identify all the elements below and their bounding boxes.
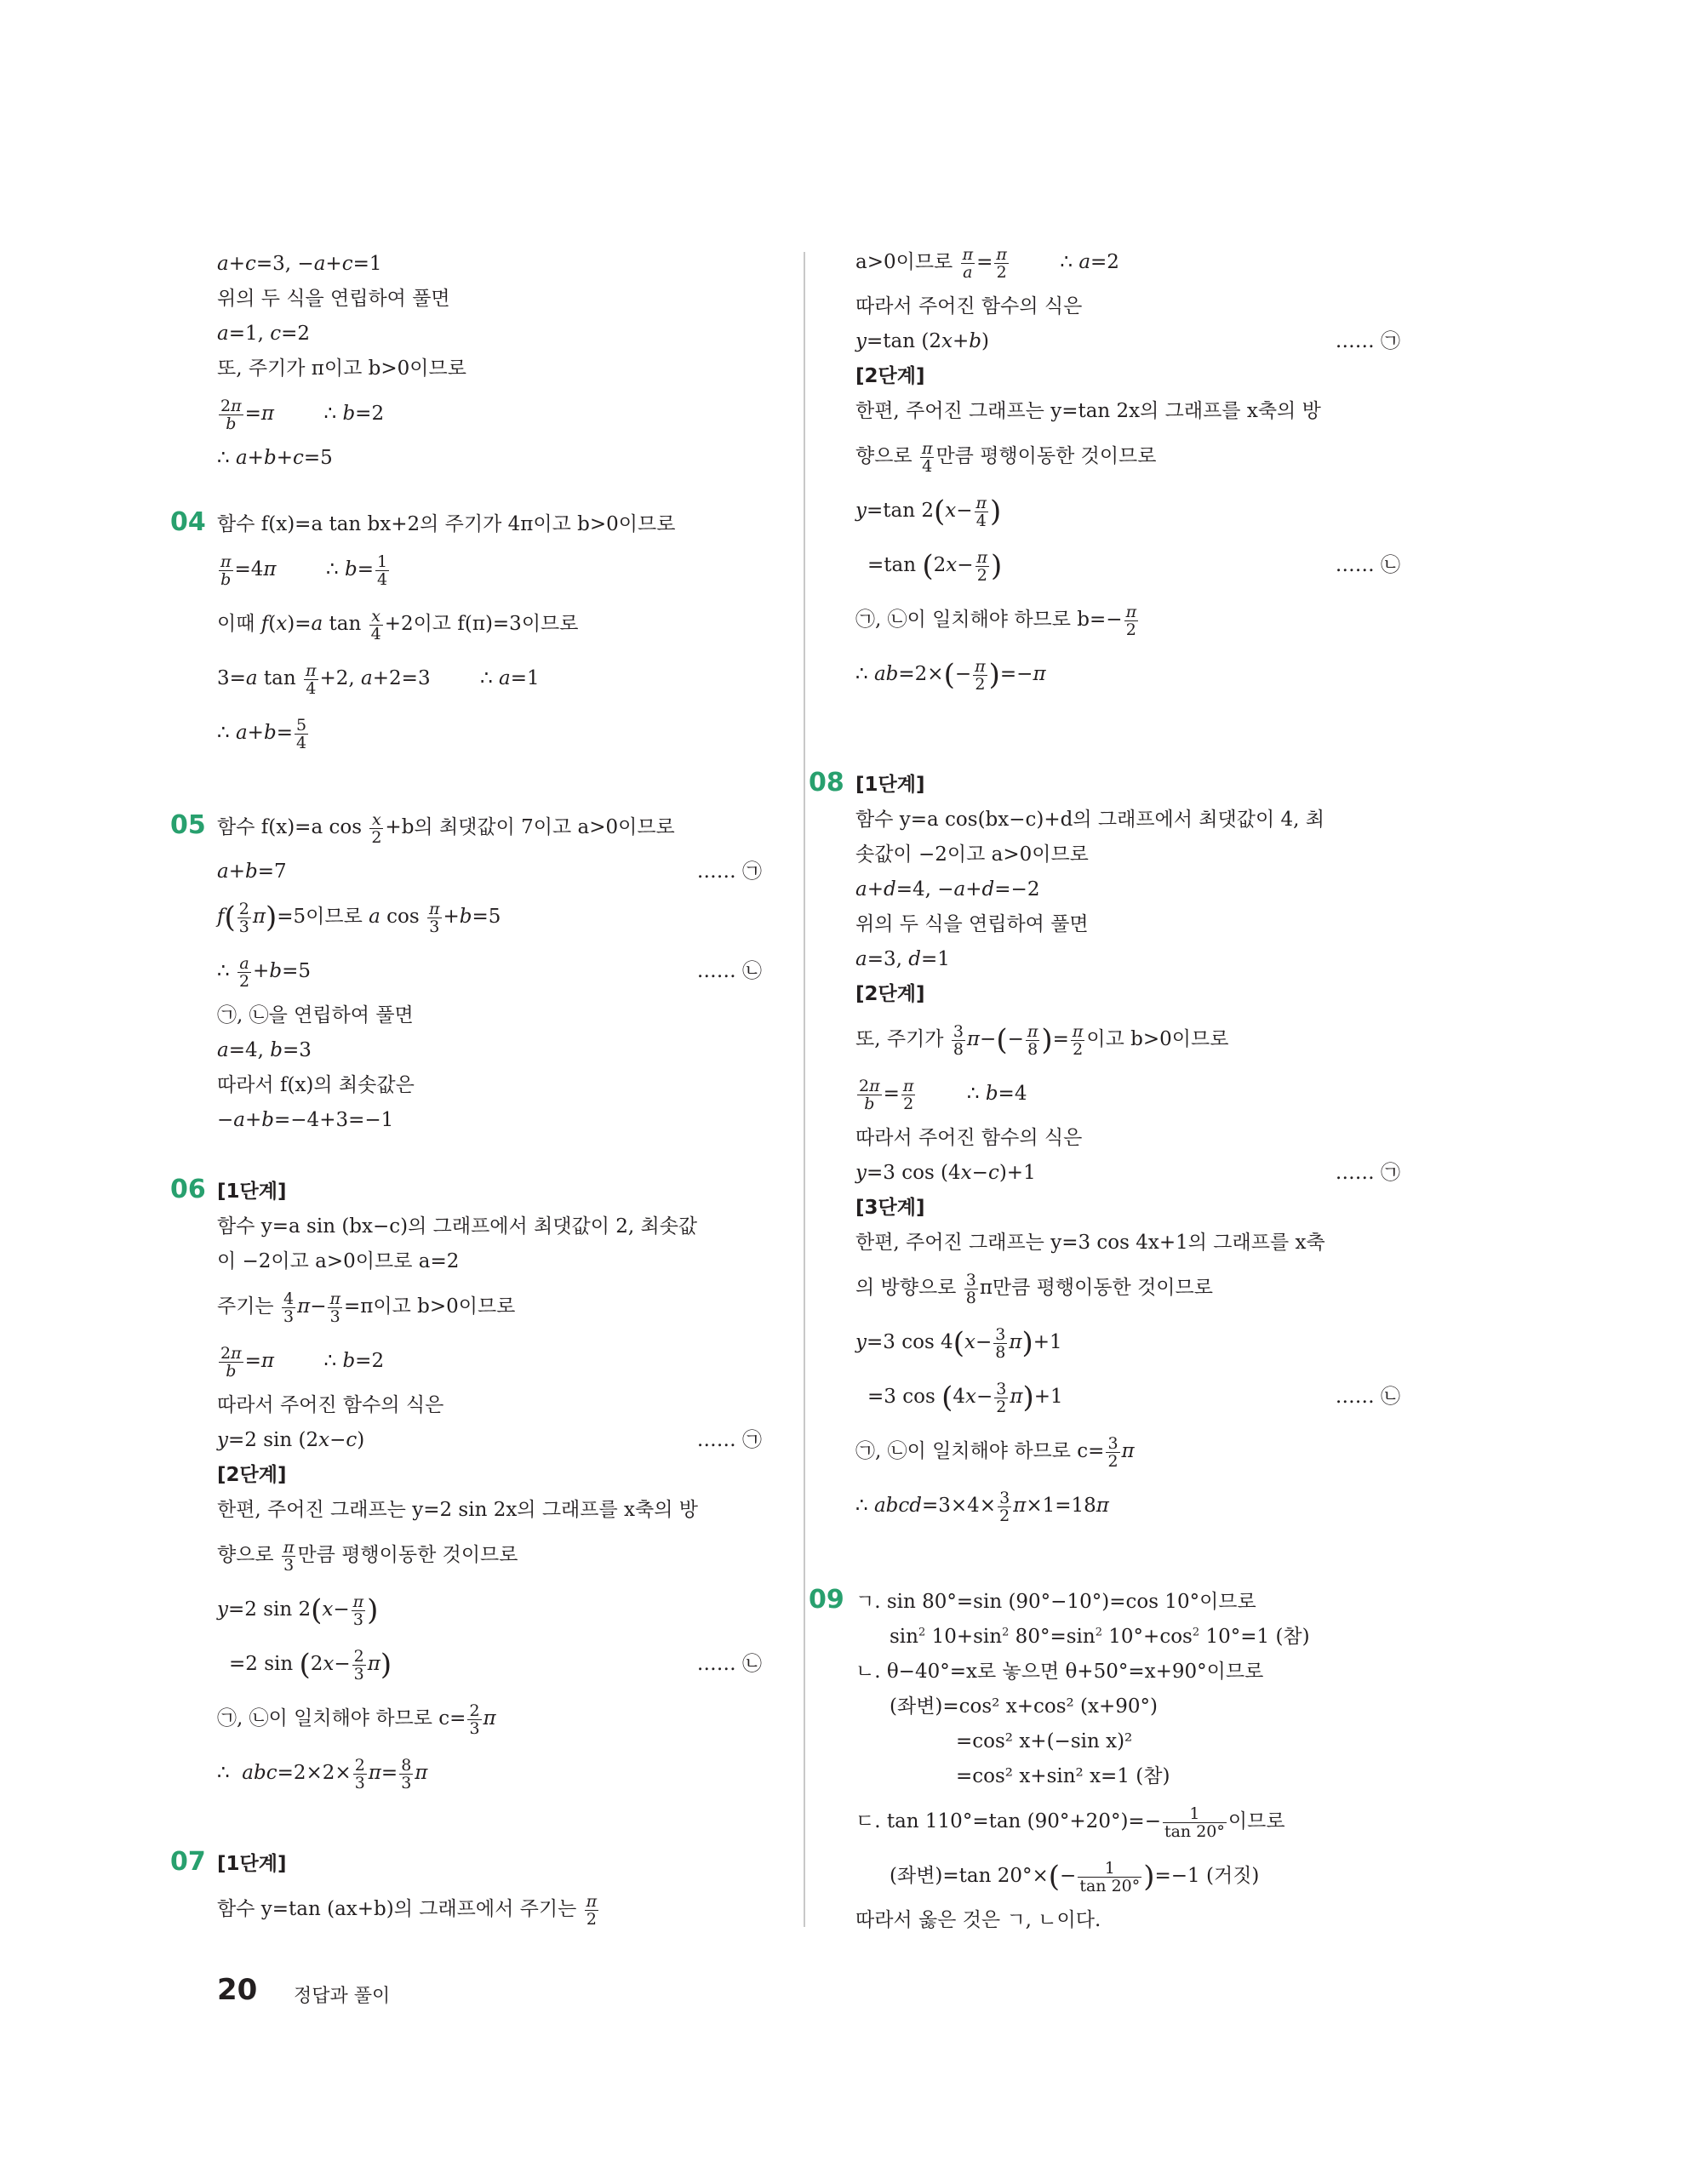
text-line: 따라서 옳은 것은 ㄱ, ㄴ이다.	[855, 1909, 1101, 1931]
text-fragment: 만큼 평행이동한 것이므로	[297, 1544, 518, 1566]
eq-line: y=3 cos (4x−c)+1 …… ㉠	[855, 1162, 1400, 1184]
problem-05	[170, 800, 762, 1138]
eq-line: ∴ a+b+c=5	[217, 447, 333, 469]
column-divider	[804, 252, 805, 1927]
eq-line: 또, 주기가 $\frac{3}{8}$ π−(− $\frac{\pi}{8}$ )= $\frac{\pi}{2}$ 이고 b>0이므로	[855, 1021, 1229, 1059]
text-line: 한편, 주어진 그래프는 y=3 cos 4x+1의 그래프를 x축	[855, 1232, 1325, 1254]
problem-number: 04	[170, 507, 206, 537]
eq-line: a+b=7 …… ㉠	[217, 860, 762, 883]
text-fragment: =−1 (거짓)	[1154, 1865, 1260, 1887]
eq-line: a>0이므로 $\frac{\pi}{a}$ = $\frac{\pi}{2}$ ∴ a=2	[855, 244, 1119, 282]
stage-label: [1단계]	[855, 774, 925, 796]
eq-line: −a+b=−4+3=−1	[217, 1109, 394, 1131]
eq-line: y=3 cos 4(x− $\frac{3}{8}$ π)+1	[855, 1324, 1062, 1362]
problem-number: 09	[809, 1585, 844, 1615]
text-fragment: =π이고 b>0이므로	[343, 1295, 516, 1318]
stage-label: [1단계]	[217, 1853, 287, 1875]
text-line: 위의 두 식을 연립하여 풀면	[217, 288, 450, 310]
eq-line: y=2 sin 2(x− $\frac{\pi}{3}$ )	[217, 1592, 379, 1629]
text-fragment: 향으로	[217, 1544, 274, 1566]
problem-07	[170, 1847, 762, 1936]
stage-label: [2단계]	[217, 1464, 287, 1486]
eq-line: 3=a tan $\frac{\pi}{4}$ +2, a+2=3 ∴ a=1	[217, 660, 540, 698]
text-line: 한편, 주어진 그래프는 y=tan 2x의 그래프를 x축의 방	[855, 400, 1321, 422]
text-line: 함수 y=a cos(bx−c)+d의 그래프에서 최댓값이 4, 최	[855, 809, 1324, 831]
text-fragment: 만큼 평행이동한 것이므로	[935, 445, 1157, 467]
eq-line: ㉠, ㉡이 일치해야 하므로 b=− $\frac{\pi}{2}$	[855, 602, 1137, 639]
problem-09	[809, 1585, 1400, 1938]
eq-line: 향으로 $\frac{\pi}{4}$ 만큼 평행이동한 것이므로	[855, 438, 1157, 476]
eq-line: a+d=4, −a+d=−2	[855, 878, 1040, 900]
eq-line: ㉠, ㉡이 일치해야 하므로 c= $\frac{3}{2}$ π	[855, 1433, 1135, 1471]
footer-label: 정답과 풀이	[294, 1986, 391, 2007]
eq-line: =cos² x+(−sin x)²	[956, 1730, 1133, 1752]
problem-number: 08	[809, 768, 844, 798]
eq-line: 의 방향으로 $\frac{3}{8}$ π만큼 평행이동한 것이므로	[855, 1270, 1213, 1307]
text-fragment: ㉠, ㉡이 일치해야 하므로 c=	[855, 1440, 1105, 1462]
eq-line: $\frac{\pi}{b}$ =4π ∴ b= $\frac{1}{4}$	[220, 552, 388, 589]
problem-number: 05	[170, 810, 206, 840]
text-fragment: 이고 f(π)=3이므로	[413, 613, 579, 635]
problem-07-continued	[855, 235, 1400, 701]
eq-line: $\frac{2\pi}{b}$ =π ∴ b=2	[220, 396, 385, 433]
text-fragment: +b의 최댓값이 7이고 a>0이므로	[385, 816, 675, 838]
problem-03-continued	[217, 247, 762, 476]
text-line: 솟값이 −2이고 a>0이므로	[855, 843, 1089, 866]
text-fragment: 이때	[217, 613, 255, 635]
eq-line: a=3, d=1	[855, 948, 950, 970]
text-fragment: 함수 f(x)=a cos	[217, 816, 363, 838]
eq-line: 함수 y=tan (ax+b)의 그래프에서 주기는 $\frac{\pi}{2}$	[217, 1891, 598, 1929]
text-fragment: 이고 b>0이므로	[1086, 1028, 1229, 1050]
text-line: 따라서 주어진 함수의 식은	[217, 1394, 444, 1416]
page-number: 20	[217, 1973, 258, 2007]
problem-08	[809, 768, 1400, 1533]
eq-line: =2 sin (2x− $\frac{2}{3}$ π) …… ㉡	[229, 1646, 762, 1684]
text-fragment: ㄷ. tan 110°=tan (90°+20°)=−	[855, 1810, 1161, 1832]
text-line: ㄱ. sin 80°=sin (90°−10°)=cos 10°이므로	[855, 1591, 1256, 1613]
text-line: 한편, 주어진 그래프는 y=2 sin 2x의 그래프를 x축의 방	[217, 1499, 698, 1521]
problem-06	[170, 1175, 762, 1800]
text-fragment: a>0이므로	[855, 251, 953, 273]
problem-04	[170, 507, 762, 760]
text-fragment: (좌변)=tan 20°×	[890, 1865, 1049, 1887]
problem-number: 07	[170, 1847, 206, 1877]
eq-line: ∴ a+b= $\frac{5}{4}$	[217, 715, 307, 752]
text-fragment: 또, 주기가	[855, 1028, 944, 1050]
eq-line: y=tan 2(x− $\frac{\pi}{4}$ )	[855, 493, 1002, 530]
text-line: 함수 y=a sin (bx−c)의 그래프에서 최댓값이 2, 최솟값	[217, 1215, 698, 1238]
text-fragment: π만큼 평행이동한 것이므로	[979, 1277, 1213, 1299]
stage-label: [2단계]	[855, 365, 925, 387]
eq-line: 주기는 $\frac{4}{3}$ π− $\frac{\pi}{3}$ =π이고 b>0이므로	[217, 1289, 516, 1326]
stage-label: [3단계]	[855, 1197, 925, 1219]
text-fragment: ㉠, ㉡이 일치해야 하므로 c=	[217, 1707, 466, 1729]
eq-line: $\sin^2 10+\sin^2$ $80^\circ=\sin^2$ $10^\circ+\cos^2$ 10°=1 (참)	[890, 1626, 1310, 1648]
eq-line: (좌변)=tan 20°×(− $\frac{1}{\tan 20^\circ}$ )=−1 (거짓)	[890, 1858, 1260, 1895]
text-fragment: =5이므로	[277, 906, 363, 928]
eq-line: f( $\frac{2}{3}$ π)=5이므로 a cos $\frac{\pi}{3}$ +b=5	[217, 899, 501, 936]
text-fragment: 의 방향으로	[855, 1277, 957, 1299]
eq-line: a=1, c=2	[217, 323, 311, 345]
eq-line: ㄷ. tan 110°=tan (90°+20°)=− $\frac{1}{\tan 20^\circ}$ 이므로	[855, 1804, 1285, 1841]
eq-line: ∴ $\frac{a}{2}$ +b=5 …… ㉡	[217, 953, 762, 991]
problem-number: 06	[170, 1175, 206, 1204]
eq-line: $\frac{2\pi}{b}$ = $\frac{\pi}{2}$ ∴ b=4	[859, 1076, 1027, 1113]
stage-label: [2단계]	[855, 983, 925, 1005]
stage-label: [1단계]	[217, 1181, 287, 1203]
text-fragment: 향으로	[855, 445, 913, 467]
eq-line: 함수 f(x)=a cos $\frac{x}{2}$ +b의 최댓값이 7이고 a>0이므로	[217, 809, 675, 847]
text-line: ㉠, ㉡을 연립하여 풀면	[217, 1004, 414, 1026]
text-line: 이 −2이고 a>0이므로 a=2	[217, 1250, 460, 1272]
eq-line: (좌변)=cos² x+cos² (x+90°)	[890, 1695, 1158, 1718]
eq-line: 향으로 $\frac{\pi}{3}$ 만큼 평행이동한 것이므로	[217, 1537, 518, 1575]
text-fragment: 주기는	[217, 1295, 274, 1318]
eq-line: =cos² x+sin² x=1 (참)	[956, 1765, 1170, 1787]
text-line: 따라서 f(x)의 최솟값은	[217, 1074, 415, 1096]
eq-line: ∴ abcd=3×4× $\frac{3}{2}$ π×1=18π	[855, 1488, 1109, 1525]
eq-line: y=2 sin (2x−c) …… ㉠	[217, 1429, 762, 1451]
text-line: 위의 두 식을 연립하여 풀면	[855, 913, 1089, 935]
text-line: 따라서 주어진 함수의 식은	[855, 295, 1083, 317]
text-fragment: ㉠, ㉡이 일치해야 하므로 b=−	[855, 609, 1123, 631]
eq-line: $\frac{2\pi}{b}$ =π ∴ b=2	[220, 1343, 385, 1381]
eq-line: 이때 f(x)=a tan $\frac{x}{4}$ +2이고 f(π)=3이므로	[217, 606, 579, 643]
eq-line: ㉠, ㉡이 일치해야 하므로 c= $\frac{2}{3}$ π	[217, 1701, 496, 1738]
eq-line: =3 cos (4x− $\frac{3}{2}$ π)+1 …… ㉡	[867, 1379, 1400, 1416]
text-line: 따라서 주어진 함수의 식은	[855, 1127, 1083, 1149]
eq-line: y=tan (2x+b) …… ㉠	[855, 330, 1400, 352]
text-line: 또, 주기가 π이고 b>0이므로	[217, 357, 466, 380]
eq-line: =tan (2x− $\frac{\pi}{2}$ ) …… ㉡	[867, 547, 1400, 585]
eq-line: ∴ ab=2×(− $\frac{\pi}{2}$ )=−π	[855, 656, 1046, 694]
eq-line: ∴ abc=2×2× $\frac{2}{3}$ π= $\frac{8}{3}$ π	[217, 1755, 428, 1792]
eq-line: a+c=3, −a+c=1	[217, 253, 382, 275]
text-line: 함수 f(x)=a tan bx+2의 주기가 4π이고 b>0이므로	[217, 513, 676, 535]
text-line: ㄴ. θ−40°=x로 놓으면 θ+50°=x+90°이므로	[855, 1661, 1264, 1683]
text-fragment: 이므로	[1227, 1810, 1285, 1832]
eq-line: a=4, b=3	[217, 1039, 312, 1061]
text-fragment: 함수 y=tan (ax+b)의 그래프에서 주기는	[217, 1898, 577, 1920]
